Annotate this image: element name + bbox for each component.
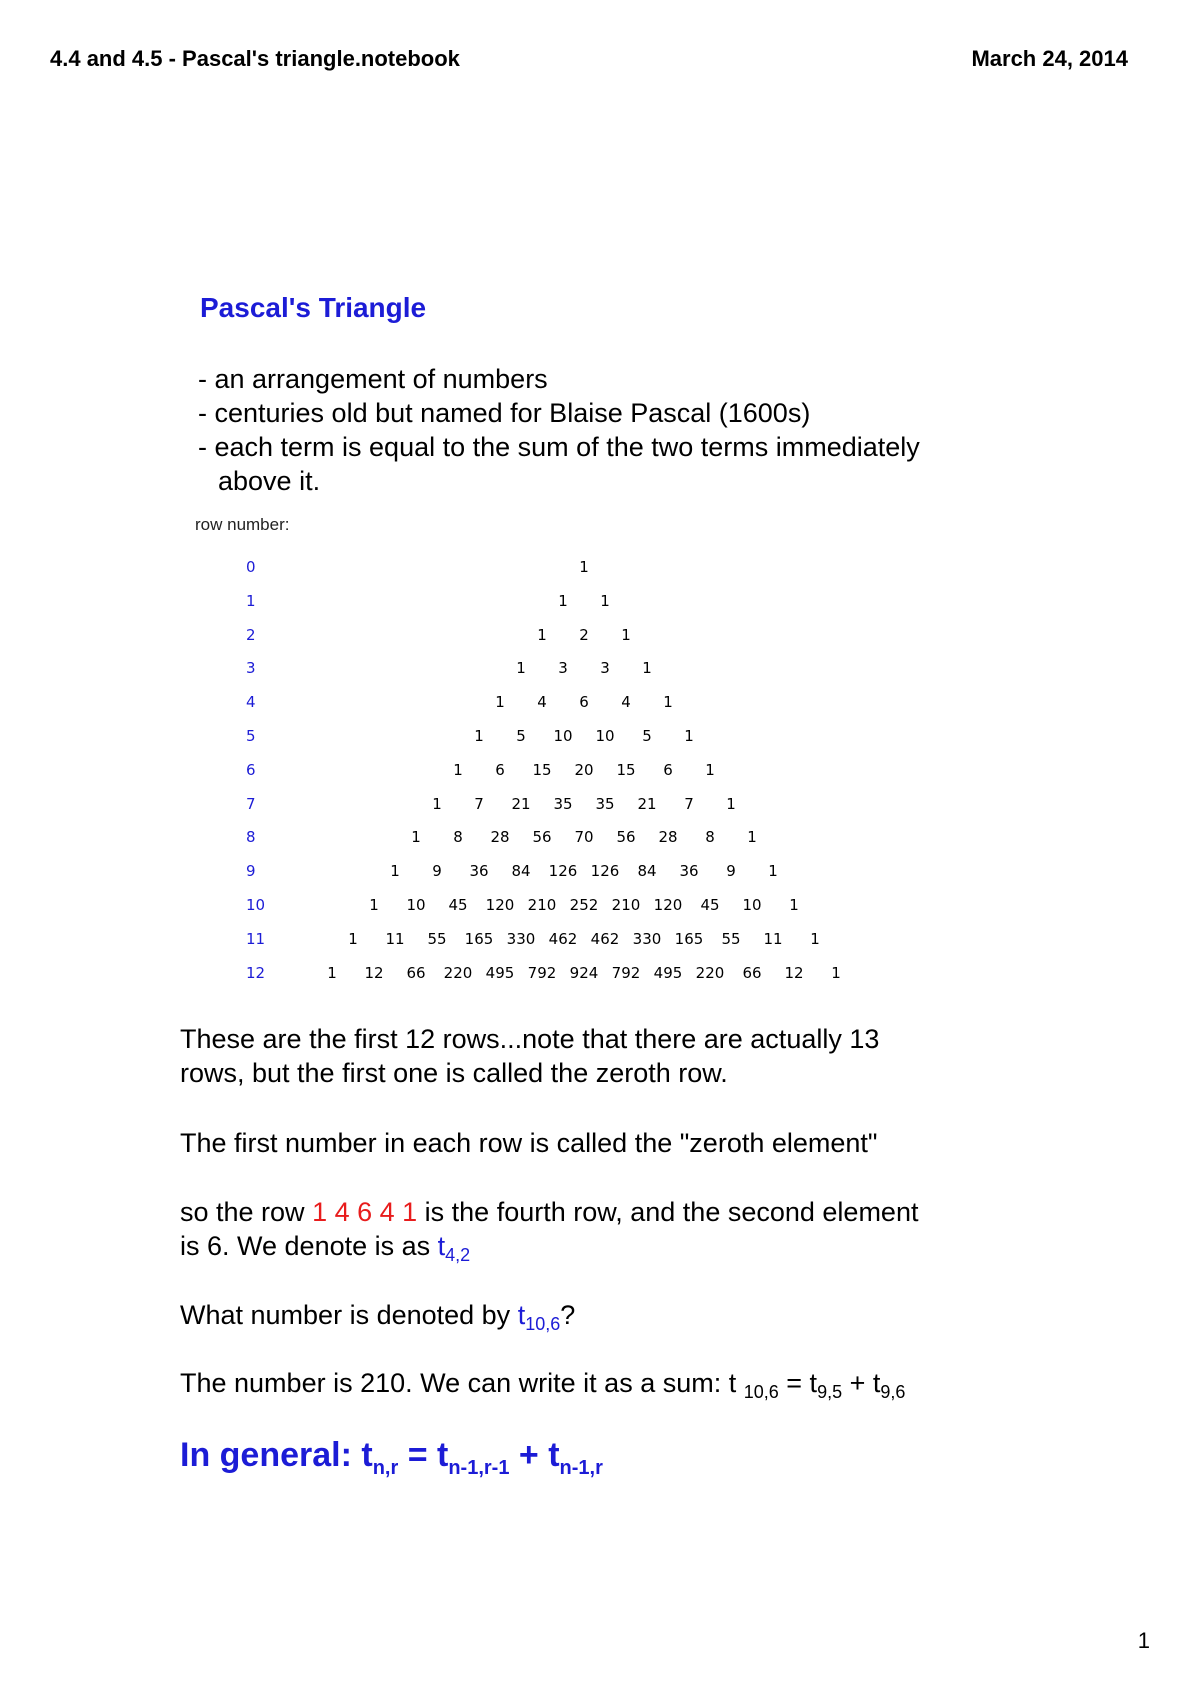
triangle-cell: 45 [700,896,720,914]
triangle-cell: 1 [726,794,736,813]
row-number: 12 [246,963,266,982]
bullet-item: - each term is equal to the sum of the two terms immediately [198,432,920,462]
triangle-cell: 330 [632,929,662,948]
triangle-cell: 792 [527,963,557,982]
triangle-cell: 45 [448,896,468,914]
triangle-cell: 210 [527,896,557,914]
row-number: 10 [246,896,266,914]
triangle-cell: 11 [385,929,405,948]
page-number: 1 [1137,1628,1150,1653]
triangle-cell: 1 [516,659,526,678]
triangle-cell: 1 [369,896,379,914]
triangle-cell: 15 [532,760,552,779]
text-span: so the row [180,1197,313,1227]
row-number: 0 [246,558,256,576]
triangle-cell: 66 [406,963,426,982]
paragraph-zeroth-element: The first number in each row is called the "zeroth element" [180,1128,878,1158]
triangle-cell: 10 [553,727,573,745]
row-number: 7 [246,794,256,813]
triangle-cell: 15 [616,760,636,779]
triangle-cell: 2 [579,625,589,644]
triangle-cell: 10 [406,896,426,914]
triangle-cell: 5 [516,727,526,745]
triangle-cell: 6 [495,760,505,779]
text-span: is the fourth row, and the second element [417,1197,919,1227]
triangle-cell: 1 [810,929,820,948]
triangle-cell: 1 [474,727,484,745]
text-span: is 6. We denote is as [180,1231,438,1261]
triangle-cell: 1 [432,794,442,813]
triangle-cell: 21 [511,794,531,813]
triangle-cell: 3 [558,659,568,678]
triangle-cell: 84 [637,862,657,881]
triangle-cell: 12 [364,963,384,982]
term-subscript: 10,6 [525,1314,561,1334]
triangle-cell: 165 [464,929,494,948]
triangle-cell: 126 [548,862,578,881]
triangle-cell: 1 [831,963,841,982]
triangle-cell: 120 [653,896,683,914]
triangle-cell: 10 [742,896,762,914]
triangle-cell: 495 [485,963,515,982]
row-number: 11 [246,929,266,948]
triangle-cell: 6 [579,693,589,712]
term-subscript: 10,6 [743,1382,779,1402]
triangle-cell: 462 [590,929,620,948]
triangle-cell: 28 [490,828,510,847]
triangle-cell: 7 [684,794,694,813]
bullet-item: - centuries old but named for Blaise Pascal (1600s) [198,398,811,428]
triangle-cell: 5 [642,727,652,745]
text-span: + t [842,1368,881,1398]
triangle-cell: 9 [726,862,736,881]
text-span: = t [778,1368,818,1398]
formula-subscript: n,r [372,1457,399,1479]
paragraph-answer [180,1366,905,1409]
triangle-cell: 8 [453,828,463,847]
triangle-cell: 84 [511,862,531,881]
triangle-cell: 10 [595,727,615,745]
triangle-cell: 1 [348,929,358,948]
text-span: + t [509,1436,560,1474]
paragraph-line: These are the first 12 rows...note that there are actually 13 [180,1024,880,1054]
triangle-cell: 1 [495,693,505,712]
triangle-cell: 1 [390,862,400,881]
triangle-cell: 330 [506,929,536,948]
highlighted-row: 1 4 6 4 1 [312,1197,418,1227]
triangle-cell: 1 [411,828,421,847]
triangle-cell: 1 [642,659,652,678]
bullet-item-continuation: above it. [218,466,321,496]
general-formula [180,1436,603,1480]
text-span: = t [398,1436,449,1474]
term-letter: t [517,1300,526,1330]
triangle-cell: 6 [663,760,673,779]
row-number: 6 [246,760,256,779]
triangle-cell: 495 [653,963,683,982]
triangle-cell: 55 [721,929,741,948]
triangle-cell: 9 [432,862,442,881]
triangle-cell: 1 [789,896,799,914]
term-letter: t [437,1231,446,1261]
row-number-label: row number: [195,515,290,534]
triangle-cell: 126 [590,862,620,881]
triangle-cell: 55 [427,929,447,948]
triangle-cell: 210 [611,896,641,914]
paragraph-line: rows, but the first one is called the zeroth row. [180,1058,728,1088]
triangle-cell: 1 [537,625,547,644]
triangle-cell: 1 [684,727,694,745]
paragraph-rows [180,1022,879,1090]
paragraph-fourth-row [180,1195,918,1272]
section-title: Pascal's Triangle [200,292,427,323]
term-subscript: 9,5 [817,1382,843,1402]
triangle-cell: 70 [574,828,594,847]
triangle-cell: 12 [784,963,804,982]
triangle-cell: 1 [747,828,757,847]
row-number: 8 [246,828,256,847]
triangle-cell: 56 [532,828,552,847]
triangle-cell: 7 [474,794,484,813]
triangle-cell: 1 [768,862,778,881]
triangle-cell: 66 [742,963,762,982]
triangle-cell: 924 [569,963,599,982]
triangle-cell: 4 [537,693,547,712]
triangle-cell: 3 [600,659,610,678]
triangle-cell: 21 [637,794,657,813]
text-span: What number is denoted by [180,1300,518,1330]
text-span: In general: t [180,1436,373,1474]
triangle-cell: 1 [558,591,568,610]
text-span: The number is 210. We can write it as a sum: t [180,1368,744,1398]
triangle-cell: 56 [616,828,636,847]
term-notation [517,1300,561,1334]
triangle-cell: 8 [705,828,715,847]
paragraph-question [180,1298,575,1341]
row-number: 3 [246,659,256,678]
term-notation [437,1231,471,1265]
bullet-item: - an arrangement of numbers [198,364,548,394]
row-number: 5 [246,727,256,745]
triangle-cell: 462 [548,929,578,948]
triangle-cell: 36 [469,862,489,881]
page-date: March 24, 2014 [971,46,1128,71]
triangle-cell: 165 [674,929,704,948]
formula-subscript: n-1,r [559,1457,603,1479]
triangle-cell: 35 [595,794,615,813]
notebook-title: 4.4 and 4.5 - Pascal's triangle.notebook [50,46,460,71]
triangle-cell: 36 [679,862,699,881]
triangle-cell: 4 [621,693,631,712]
triangle-cell: 252 [569,896,599,914]
triangle-cell: 11 [763,929,783,948]
triangle-cell: 792 [611,963,641,982]
term-subscript: 4,2 [445,1245,471,1265]
triangle-cell: 1 [579,558,589,576]
triangle-cell: 1 [327,963,337,982]
term-subscript: 9,6 [880,1382,906,1402]
triangle-cell: 220 [695,963,725,982]
triangle-cell: 1 [600,591,610,610]
row-number: 4 [246,693,256,712]
triangle-cell: 35 [553,794,573,813]
row-number: 2 [246,625,256,644]
triangle-cell: 120 [485,896,515,914]
triangle-cell: 1 [705,760,715,779]
row-number: 9 [246,862,256,881]
formula-subscript: n-1,r-1 [448,1457,510,1479]
triangle-cell: 1 [621,625,631,644]
triangle-cell: 220 [443,963,473,982]
triangle-cell: 1 [663,693,673,712]
row-number: 1 [246,591,256,610]
bullet-list [198,362,920,498]
text-span: ? [560,1300,576,1330]
triangle-cell: 28 [658,828,678,847]
triangle-cell: 1 [453,760,463,779]
triangle-cell: 20 [574,760,594,779]
